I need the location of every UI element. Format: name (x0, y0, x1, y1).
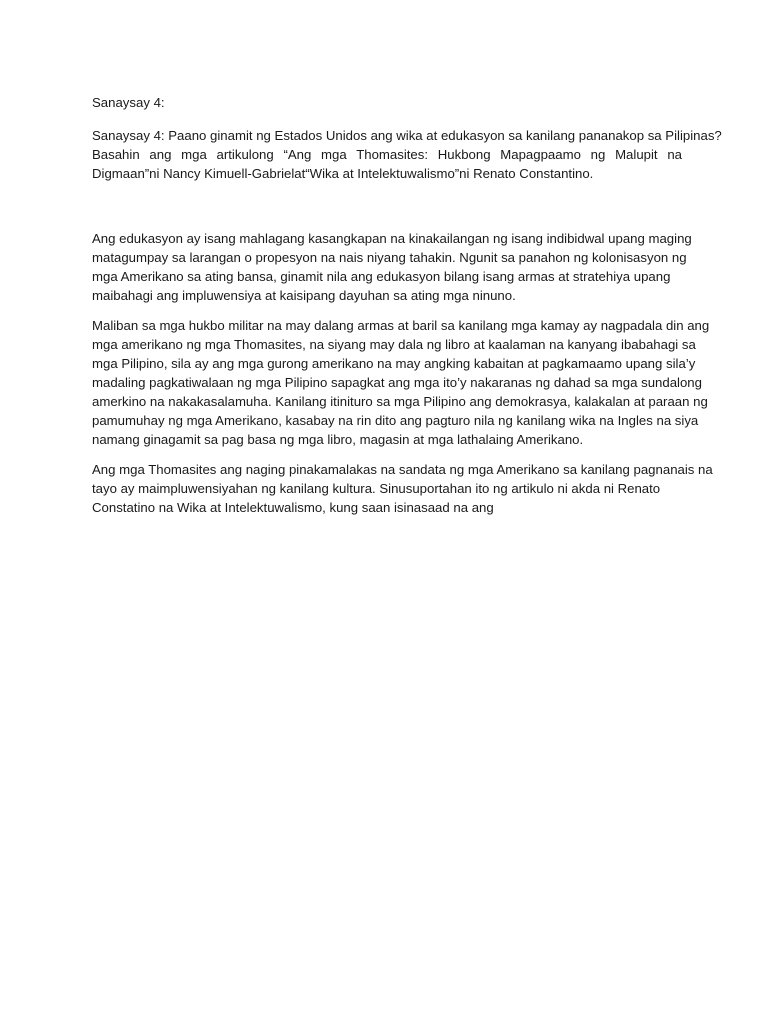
essay-body (92, 229, 713, 517)
paragraph-line: madaling pagkatiwalaan ng mga Pilipino sapagkat ang mga ito’y nakaranas ng dahad sa mga sundalong (92, 375, 702, 390)
paragraph-line: pamumuhay ng mga Amerikano, kasabay na rin dito ang pagturo nila ng kanilang wika na Ingles na siya (92, 413, 699, 428)
paragraph-line: mga Pilipino, sila ay ang mga gurong amerikano na may angking kabaitan at pagkamaamo upang sila’y (92, 356, 696, 371)
essay-prompt (92, 126, 722, 183)
paragraph-line: namang ginagamit sa pag basa ng mga libro, magasin at mga lathalaing Amerikano. (92, 432, 584, 447)
paragraph-2 (92, 316, 710, 449)
paragraph-line: matagumpay sa larangan o propesyon na nais niyang tahakin. Ngunit sa panahon ng kolonisasyon ng (92, 250, 687, 265)
prompt-line: Sanaysay 4: Paano ginamit ng Estados Unidos ang wika at edukasyon sa kanilang pananakop sa Pilipinas? (92, 128, 722, 143)
paragraph-3 (92, 460, 713, 517)
prompt-line: Basahin ang mga artikulong “Ang mga Thomasites: Hukbong Mapagpaamo ng Malupit na (92, 147, 682, 162)
document-page (92, 93, 722, 528)
paragraph-1 (92, 229, 692, 305)
paragraph-line: tayo ay maimpluwensiyahan ng kanilang kultura. Sinusuportahan ito ng artikulo ni akda ni Renato (92, 481, 661, 496)
paragraph-line: Constatino na Wika at Intelektuwalismo, kung saan isinasaad na ang (92, 500, 494, 515)
paragraph-line: maibahagi ang impluwensiya at kaisipang dayuhan sa ating mga ninuno. (92, 288, 516, 303)
prompt-line: Digmaan”ni Nancy Kimuell-Gabrielat“Wika at Intelektuwalismo”ni Renato Constantino. (92, 166, 594, 181)
paragraph-line: Ang edukasyon ay isang mahlagang kasangkapan na kinakailangan ng isang indibidwal upang maging (92, 231, 692, 246)
paragraph-line: mga amerikano ng mga Thomasites, na siyang may dala ng libro at kaalaman na kanyang ibabahagi sa (92, 337, 696, 352)
paragraph-line: amerkino na nakakasalamuha. Kanilang itinituro sa mga Pilipino ang demokrasya, kalakalan at paraan ng (92, 394, 708, 409)
paragraph-line: Ang mga Thomasites ang naging pinakamalakas na sandata ng mga Amerikano sa kanilang pagnanais na (92, 462, 713, 477)
paragraph-line: mga Amerikano sa ating bansa, ginamit nila ang edukasyon bilang isang armas at stratehiya upang (92, 269, 671, 284)
paragraph-line: Maliban sa mga hukbo militar na may dalang armas at baril sa kanilang mga kamay ay nagpadala din ang (92, 318, 710, 333)
essay-heading: Sanaysay 4: (92, 95, 165, 110)
